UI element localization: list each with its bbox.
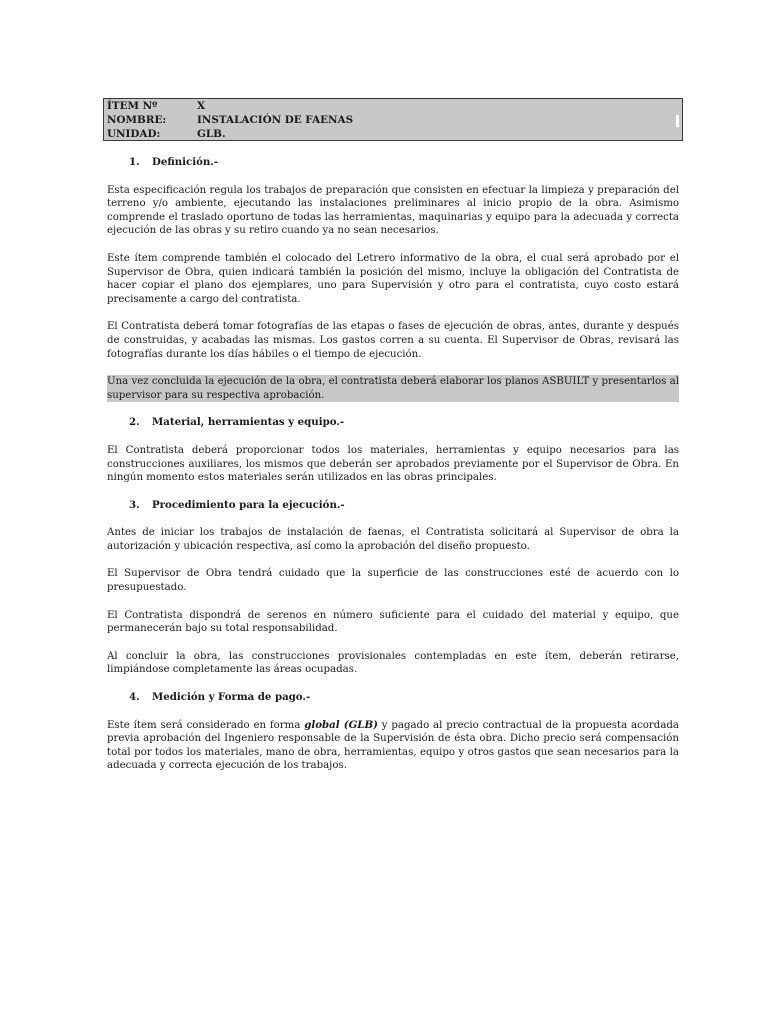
name-row — [104, 113, 682, 127]
unit-label: UNIDAD: — [107, 128, 161, 140]
item-row — [104, 99, 682, 113]
section-heading-definicion — [129, 156, 679, 170]
section-heading-material — [129, 416, 679, 430]
unit-value: GLB. — [197, 128, 226, 140]
payment-text-start: Este ítem será considerado en forma — [107, 719, 305, 731]
payment-text-end: y pagado al precio contractual de la propuesta acordada previa aprobación del Ingeniero responsable de la Supervisión de ésta obra. Dicho precio será compensación total por todos los materiales, mano de obra, herramientas, equipo y otros gastos que sean necesarios para la adecuada y correcta ejecución de los trabajos. — [107, 719, 679, 772]
section-title: Procedimiento para la ejecución.- — [152, 498, 345, 511]
paragraph: Este ítem comprende también el colocado del Letrero informativo de la obra, el cual será aprobado por el Supervisor de Obra, quien indicará también la posición del mismo, incluye la obligación del Contratista de hacer copiar el plano dos ejemplares, uno para Supervisión y otro para el contratista, cuyo costo estará precisamente a cargo del contratista. — [107, 252, 679, 305]
section-number: 3. — [129, 498, 140, 511]
paragraph — [107, 719, 679, 773]
unit-row — [104, 127, 682, 141]
section-number: 1. — [129, 156, 140, 168]
paragraph: El Contratista dispondrá de serenos en número suficiente para el cuidado del material y equipo, que permanecerán bajo su total responsabilidad. — [107, 609, 679, 635]
name-label: NOMBRE: — [107, 114, 167, 126]
item-header-table — [103, 98, 683, 141]
paragraph: Esta especificación regula los trabajos de preparación que consisten en efectuar la limpieza y preparación del terreno y/o ambiente, ejecutando las instalaciones preliminares al inicio propio de la obra. Asimismo comprende el traslado oportuno de todas las herramientas, maquinarias y equipo para la adecuada y correcta ejecución de las obras y su retiro cuando ya no sean necesarios. — [107, 184, 679, 237]
payment-emphasis: global (GLB) — [304, 718, 378, 731]
highlighted-paragraph: Una vez concluida la ejecución de la obra, el contratista deberá elaborar los planos ASBUILT y presentarlos al supervisor para su respectiva aprobación. — [107, 376, 679, 401]
section-heading-procedimiento — [129, 499, 679, 513]
paragraph: Al concluir la obra, las construcciones provisionales contempladas en este ítem, deberán retirarse, limpiándose completamente las áreas ocupadas. — [107, 650, 679, 676]
section-title: Medición y Forma de pago.- — [152, 691, 311, 704]
document-body — [107, 156, 679, 787]
paragraph: El Contratista deberá proporcionar todos los materiales, herramientas y equipo necesarios para las construcciones auxiliares, los mismos que deberán ser aprobados previamente por el Supervisor de Obra. En ningún momento estos materiales serán utilizados en las obras principales. — [107, 444, 679, 484]
section-number: 2. — [129, 416, 140, 429]
paragraph: Antes de iniciar los trabajos de instalación de faenas, el Contratista solicitará al Supervisor de obra la autorización y ubicación respectiva, así como la aprobación del diseño propuesto. — [107, 527, 679, 552]
section-title: Material, herramientas y equipo.- — [152, 416, 345, 429]
paragraph: El Supervisor de Obra tendrá cuidado que la superficie de las construcciones esté de acuerdo con lo presupuestado. — [107, 568, 679, 594]
name-value: INSTALACIÓN DE FAENAS — [197, 114, 354, 126]
cursor-mark — [676, 115, 679, 127]
section-heading-medicion — [129, 691, 679, 705]
item-value: X — [197, 100, 206, 112]
section-title: Definición.- — [152, 156, 219, 168]
item-label: ÍTEM Nº — [107, 100, 158, 112]
paragraph: El Contratista deberá tomar fotografías de las etapas o fases de ejecución de obras, antes, durante y después de construidas, y acabadas las mismas. Los gastos corren a su cuenta. El Supervisor de Obras, revisará las fotografías durante los días hábiles o el tiempo de ejecución. — [107, 321, 679, 360]
section-number: 4. — [129, 691, 140, 704]
